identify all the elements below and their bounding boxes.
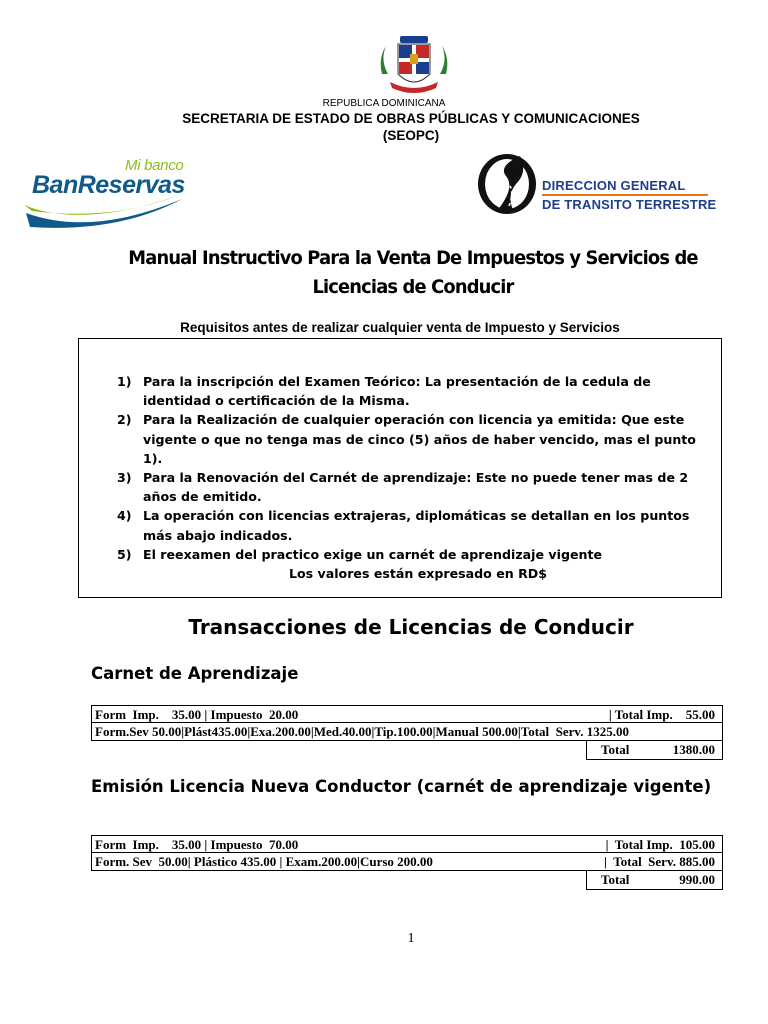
- road-emblem-icon: [476, 152, 538, 216]
- currency-note: Los valores están expresado en RD$: [288, 566, 548, 581]
- fee-total-cell: | Total Imp. 105.00: [605, 837, 715, 852]
- fee-cell: Form Imp. 35.00 | Impuesto 20.00: [95, 707, 299, 722]
- ministry-name: SECRETARIA DE ESTADO DE OBRAS PÚBLICAS Y COMUNICACIONES: [182, 111, 640, 126]
- fee-cell: Form.Sev 50.00|Plást435.00|Exa.200.00|Med.40.00|Tip.100.00|Manual 500.00|Total Serv. 1325.00: [95, 724, 629, 739]
- fee-cell: Form Imp. 35.00 | Impuesto 70.00: [95, 837, 299, 852]
- requirement-text: El reexamen del practico exige un carnét de aprendizaje vigente: [143, 546, 603, 562]
- table-row: [91, 705, 723, 723]
- requirement-number: 5): [117, 546, 132, 562]
- fee-cell: Form. Sev 50.00| Plástico 435.00 | Exam.200.00|Curso 200.00: [95, 854, 433, 869]
- table-row: [91, 723, 723, 741]
- total-row: [586, 741, 723, 760]
- country-name: REPUBLICA DOMINICANA: [322, 98, 446, 109]
- requirement-item: [117, 410, 717, 468]
- requirement-number: 1): [117, 374, 132, 389]
- banreservas-wordmark: BanReservas: [32, 171, 185, 199]
- requirement-text: Para la inscripción del Examen Teórico: La presentación de la cedula de identidad o certificación de la Misma.: [143, 374, 651, 409]
- dgtt-underline: [542, 194, 708, 196]
- fee-total-cell: | Total Imp. 55.00: [608, 707, 715, 722]
- requirement-number: 2): [117, 412, 132, 428]
- section-title: Transacciones de Licencias de Conducir: [188, 615, 634, 639]
- requirement-item: [117, 506, 717, 544]
- requirements-list: [117, 372, 717, 564]
- fee-total-cell: | Total Serv. 885.00: [604, 854, 715, 869]
- licencia-nueva-fee-table: [91, 835, 723, 890]
- requirement-item: [117, 372, 717, 410]
- total-label: Total: [601, 742, 630, 757]
- table-row: [91, 853, 723, 871]
- total-value: 990.00: [679, 872, 715, 887]
- licencia-nueva-heading: Emisión Licencia Nueva Conductor (carnét de aprendizaje vigente): [91, 777, 712, 796]
- banreservas-tagline: Mi banco: [125, 157, 184, 174]
- dgtt-name-line1: DIRECCION GENERAL: [542, 178, 686, 193]
- requirement-item: [117, 545, 717, 564]
- requirement-number: 3): [117, 470, 132, 486]
- page-number: 1: [407, 931, 415, 946]
- total-row: [586, 871, 723, 890]
- requirements-heading: Requisitos antes de realizar cualquier venta de Impuesto y Servicios: [180, 320, 620, 335]
- carnet-aprendizaje-fee-table: [91, 705, 723, 760]
- requirement-text: Para la Renovación del Carnét de aprendizaje: Este no puede tener mas de 2 años de emitido.: [143, 470, 689, 505]
- total-label: Total: [601, 872, 630, 887]
- carnet-aprendizaje-heading: Carnet de Aprendizaje: [91, 664, 299, 683]
- requirement-text: Para la Realización de cualquier operación con licencia ya emitida: Que este vigente o que no tenga mas de cinco (5) años de haber vencido, mas el punto 1).: [143, 412, 696, 466]
- ministry-acronym: (SEOPC): [382, 128, 440, 143]
- dgtt-name-line2: DE TRANSITO TERRESTRE: [542, 197, 717, 212]
- requirement-item: [117, 468, 717, 506]
- table-row: [91, 835, 723, 853]
- requirement-text: La operación con licencias extrajeras, diplomáticas se detallan en los puntos más abajo indicados.: [143, 508, 690, 543]
- total-value: 1380.00: [672, 742, 715, 757]
- document-title: Manual Instructivo Para la Venta De Impuestos y Servicios de Licencias de Conducir: [128, 247, 698, 298]
- coat-of-arms-emblem: [376, 34, 452, 98]
- requirement-number: 4): [117, 508, 132, 524]
